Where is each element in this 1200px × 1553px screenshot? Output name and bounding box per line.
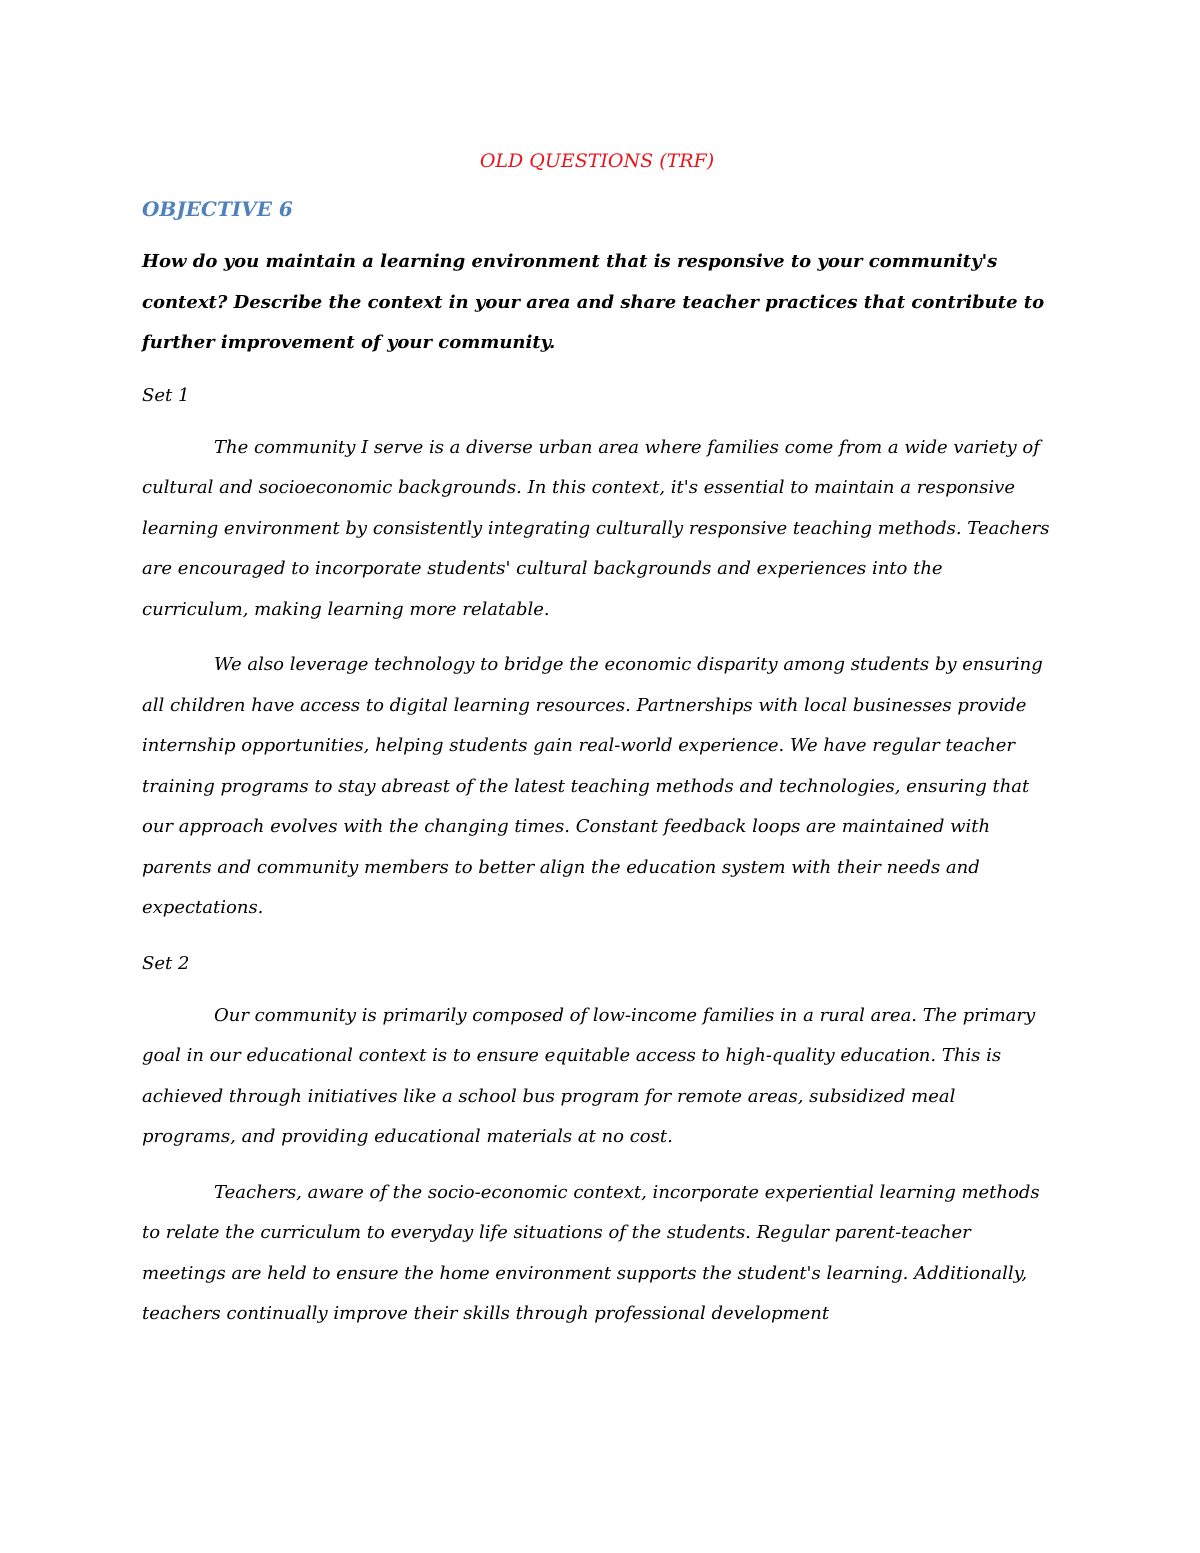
set-2-paragraph-2: Teachers, aware of the socio-economic context, incorporate experiential learning methods to relate the curriculum to everyday life situations of the students. Regular parent-teacher meetings are held to ensure the home environment supports the student's learning. Additionally, teachers continually improve their skills through professional development <box>142 1181 1040 1324</box>
set-2-label: Set 2 <box>142 952 190 974</box>
document-title: OLD QUESTIONS (TRF) <box>479 150 715 172</box>
set-1-paragraph-2: We also leverage technology to bridge the economic disparity among students by ensuring all children have access to digital learning resources. Partnerships with local businesses provide internship opportunities, helping students gain real-world experience. We have regular teacher training programs to stay abreast of the latest teaching methods and technologies, ensuring that our approach evolves with the changing times. Constant feedback loops are maintained with parents and community members to better align the education system with their needs and expectations. <box>142 654 1043 918</box>
objective-heading: OBJECTIVE 6 <box>142 197 293 221</box>
set-1-paragraph-1: The community I serve is a diverse urban area where families come from a wide variety of cultural and socioeconomic backgrounds. In this context, it's essential to maintain a responsive learning environment by consistently integrating culturally responsive teaching methods. Teachers are encouraged to incorporate students' cultural backgrounds and experiences into the curriculum, making learning more relatable. <box>142 436 1050 620</box>
set-2-paragraph-1: Our community is primarily composed of low-income families in a rural area. The primary goal in our educational context is to ensure equitable access to high-quality education. This is achieved through initiatives like a school bus program for remote areas, subsidized meal programs, and providing educational materials at no cost. <box>142 1004 1036 1147</box>
set-1-label: Set 1 <box>142 384 190 406</box>
question-prompt: How do you maintain a learning environment that is responsive to your community's context? Describe the context in your area and share teacher practices that contribute to further improvement of your community. <box>142 251 1045 353</box>
document-body <box>142 141 1052 1335</box>
